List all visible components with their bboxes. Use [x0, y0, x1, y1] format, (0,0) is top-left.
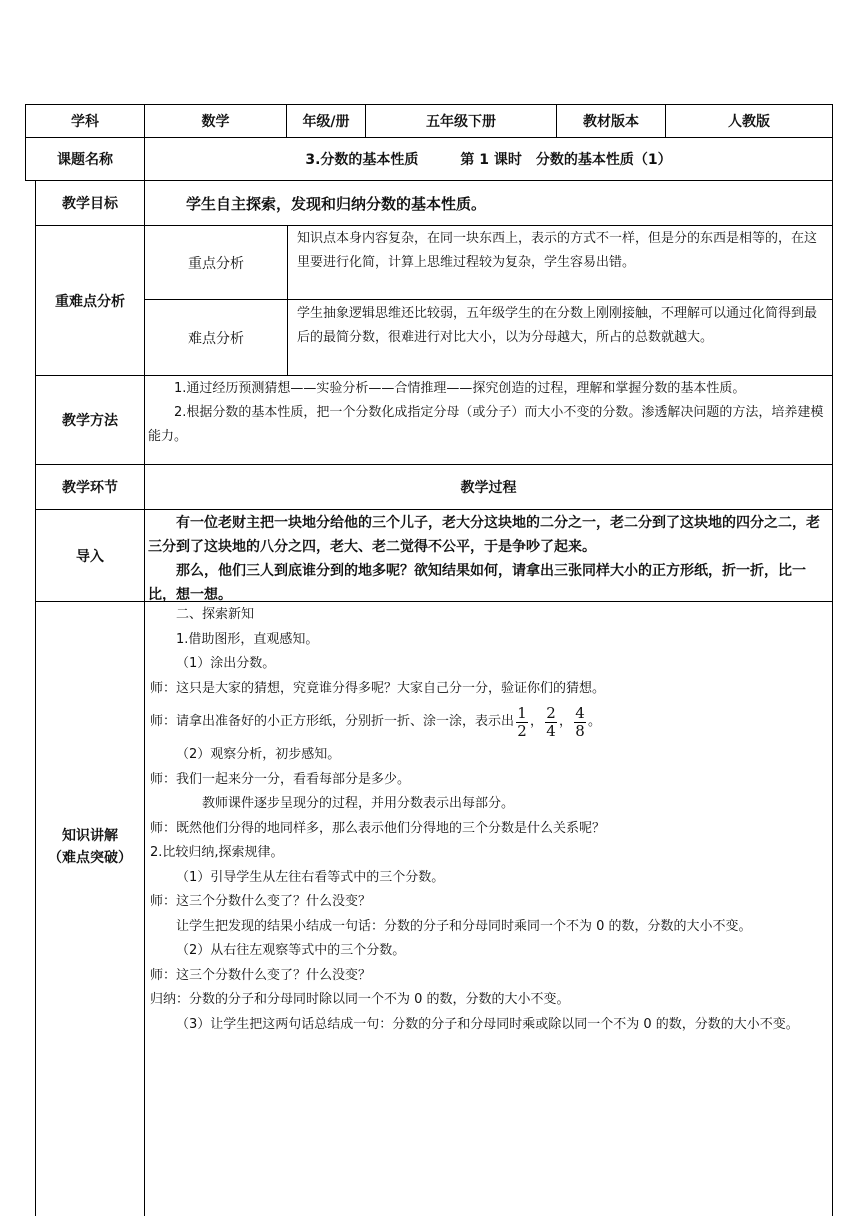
knowledge-line: 教师课件逐步呈现分的过程，并用分数表示出每部分。 [202, 796, 515, 811]
table-divider [35, 509, 833, 510]
fraction-line [150, 701, 828, 743]
method-label: 教学方法 [62, 413, 118, 429]
fraction-line-prefix: 师：请拿出准备好的小正方形纸，分别折一折、涂一涂，表示出 [150, 713, 515, 729]
knowledge-line: （1）引导学生从左往右看等式中的三个分数。 [176, 869, 445, 885]
fraction-two-fourths: $\frac{2}{4}$ [546, 703, 556, 740]
knowledge-label-line-1: 知识讲解 [62, 828, 118, 844]
knowledge-content [150, 603, 828, 1093]
method-paragraph-2: 2.根据分数的基本性质，把一个分数化成指定分母（或分子）而大小不变的分数。渗透解决问题的方法，培养建模能力。 [148, 405, 824, 444]
knowledge-heading: 二、探索新知 [176, 607, 255, 622]
knowledge-line: 让学生把发现的结果小结成一句话：分数的分子和分母同时乘同一个不为 0 的数，分数的大小不变。 [176, 918, 752, 934]
table-col-divider [287, 225, 288, 376]
knowledge-line: 师：既然他们分得的地同样多，那么表示他们分得地的三个分数是什么关系呢？ [150, 820, 606, 836]
course-title: 3.分数的基本性质 第 1 课时 分数的基本性质（1） [305, 152, 672, 168]
grade-label: 年级/册 [302, 114, 350, 130]
fraction-four-eighths: $\frac{4}{8}$ [575, 703, 585, 740]
knowledge-line: （2）观察分析，初步感知。 [176, 747, 341, 762]
intro-label: 导入 [76, 548, 104, 565]
hard-point-text: 学生抽象逻辑思维还比较弱，五年级学生的在分数上刚刚接触，不理解可以通过化简得到最后的最简分数，很难进行对比大小，以为分母越大，所占的总数就越大。 [297, 306, 818, 345]
process-value: 教学过程 [460, 480, 517, 496]
table-border-right [832, 104, 833, 1216]
knowledge-line: 师：这三个分数什么变了？什么没变？ [150, 894, 372, 909]
knowledge-line: 师：我们一起来分一分，看看每部分是多少。 [150, 771, 411, 787]
knowledge-line: 师：这只是大家的猜想，究竟谁分得多呢？大家自己分一分，验证你们的猜想。 [150, 680, 606, 696]
table-divider [35, 375, 833, 376]
subject-label: 学科 [71, 114, 99, 130]
method-paragraph-1: 1.通过经历预测猜想——实验分析——合情推理——探究创造的过程，理解和掌握分数的基本性质。 [174, 381, 746, 396]
edition-value: 人教版 [728, 114, 770, 130]
method-content [148, 377, 828, 463]
process-label: 教学环节 [62, 480, 118, 496]
key-point-label: 重点分析 [188, 255, 244, 272]
fraction-one-half: $\frac{1}{2}$ [517, 703, 527, 740]
subject-value: 数学 [201, 114, 230, 130]
fraction-separator: ， [530, 713, 544, 729]
knowledge-line: 师：这三个分数什么变了？什么没变？ [150, 967, 372, 983]
key-point-text: 知识点本身内容复杂，在同一块东西上，表示的方式不一样，但是分的东西是相等的，在这里要进行化简，计算上思维过程较为复杂，学生容易出错。 [297, 231, 818, 270]
course-label: 课题名称 [57, 152, 113, 168]
knowledge-line: 归纳：分数的分子和分母同时除以同一个不为 0 的数，分数的大小不变。 [150, 992, 570, 1007]
knowledge-line: （3）让学生把这两句话总结成一句：分数的分子和分母同时乘或除以同一个不为 0 的数，分数的大小不变。 [176, 1016, 799, 1032]
knowledge-label-line-2: （难点突破） [48, 850, 132, 866]
goal-text: 学生自主探索，发现和归纳分数的基本性质。 [186, 194, 487, 213]
knowledge-label [36, 602, 144, 1092]
goal-label: 教学目标 [62, 196, 118, 212]
grade-value: 五年级下册 [426, 114, 496, 130]
fraction-separator: ， [559, 713, 573, 729]
hard-point-label: 难点分析 [188, 330, 244, 347]
intro-paragraph-2: 那么，他们三人到底谁分到的地多呢？欲知结果如何，请拿出三张同样大小的正方形纸，折一折，比一比，想一想。 [148, 563, 806, 603]
intro-content [148, 511, 828, 601]
knowledge-line: （1）涂出分数。 [176, 656, 276, 671]
knowledge-line: 1.借助图形，直观感知。 [176, 631, 319, 647]
fraction-line-end: 。 [588, 713, 602, 729]
edition-label: 教材版本 [583, 114, 639, 130]
difficulty-label: 重难点分析 [55, 293, 125, 310]
intro-paragraph-1: 有一位老财主把一块地分给他的三个儿子，老大分这块地的二分之一，老二分到了这块地的四分之二，老三分到了这块地的八分之四，老大、老二觉得不公平，于是争吵了起来。 [148, 515, 820, 555]
knowledge-line: （2）从右往左观察等式中的三个分数。 [176, 943, 406, 958]
knowledge-line: 2.比较归纳,探索规律。 [150, 845, 284, 860]
